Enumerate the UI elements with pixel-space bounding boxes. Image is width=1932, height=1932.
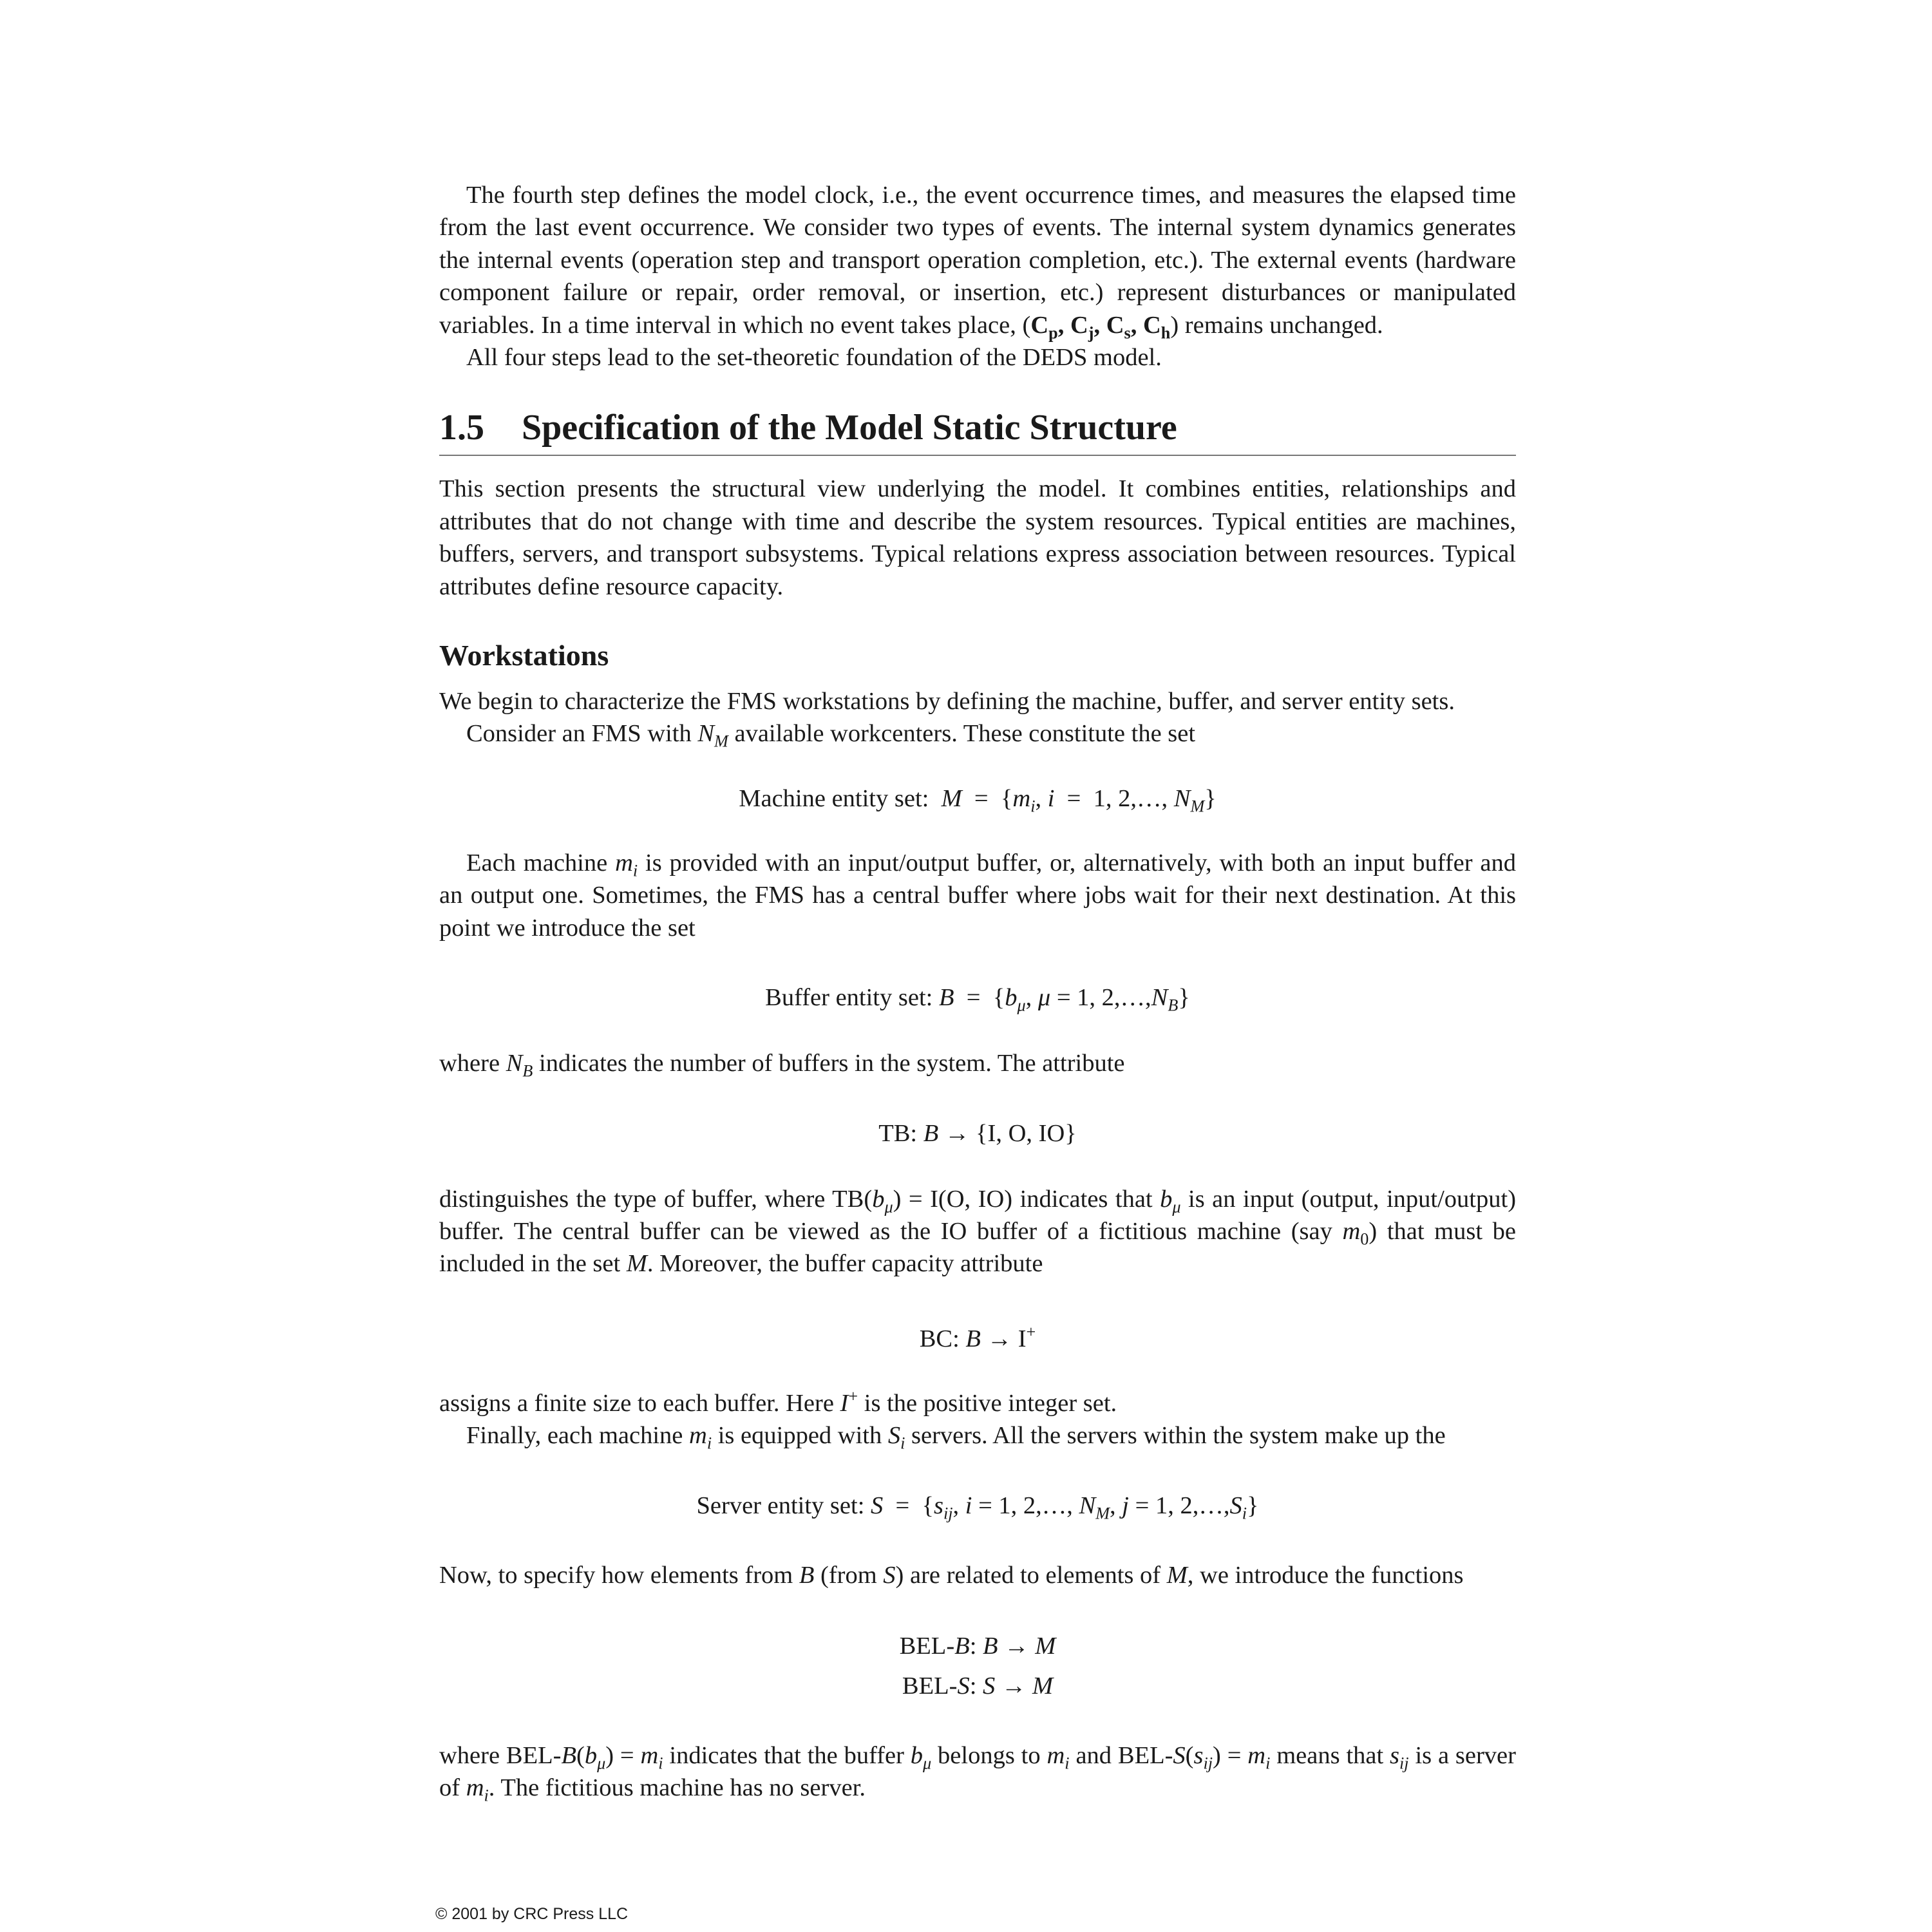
workstations-paragraph-5: distinguishes the type of buffer, where $TB(b_\mu) = I(O$, IO) indicates that $b_\mu$ is an input (output, input/output) buffer. The central buffer can be viewed as the IO buffer of a fictitious machine (say $m_0$) that must be included in the set M. Moreover, the buffer capacity attribute xyxy=(439,1185,1517,1278)
buffer-capacity-equation: BC: B → I+ xyxy=(919,1322,1036,1352)
subsection-heading: Workstations xyxy=(439,639,609,672)
section-intro-paragraph: This section presents the structural view underlying the model. It combines entities, relationships and attributes that do not change with time and describe the system resources. Typical entities are machines, buffers, servers, and transport subsystems. Typical relations express association between resources. Typical attributes define resource capacity. xyxy=(439,475,1516,600)
buffer-type-equation: TB: B → {I, O, IO} xyxy=(878,1119,1077,1147)
bel-s-equation: BEL-S: S → M xyxy=(902,1672,1054,1700)
page-content xyxy=(439,179,1516,1804)
buffer-set-equation: Buffer entity set: $B = \{b_\mu$, μ = 1, $2,\dots,N_B$} xyxy=(765,984,1190,1015)
server-set-equation: Server entity set: $S = \{s_{ij}$, i = 1, 2,…, $N_M$, j = 1, $2,\dots,S_i$} xyxy=(696,1492,1259,1522)
section-title: Specification of the Model Static Structure xyxy=(522,408,1177,448)
machine-set-equation: Machine entity set: $M = \{m_i$, i = 1, 2,…, $N_M$} xyxy=(739,784,1217,816)
workstations-paragraph-1: We begin to characterize the FMS workstations by defining the machine, buffer, and server entity sets. xyxy=(439,688,1455,715)
workstations-paragraph-3: Each machine $m_i$ is provided with an input/output buffer, or, alternatively, with both an input buffer and an output one. Sometimes, the FMS has a central buffer where jobs wait for their next destination. At this point we introduce the set xyxy=(439,849,1517,942)
workstations-paragraph-2: Consider an FMS with $N_M$ available workcenters. These constitute the set xyxy=(466,720,1196,751)
copyright-footer: © 2001 by CRC Press LLC xyxy=(435,1905,629,1923)
workstations-paragraph-4: where $N_B$ indicates the number of buffers in the system. The attribute xyxy=(439,1050,1125,1081)
bel-b-equation: BEL-B: B → M xyxy=(899,1632,1056,1660)
intro-paragraph-2: All four steps lead to the set-theoretic foundation of the DEDS model. xyxy=(466,344,1162,372)
workstations-paragraph-8: Now, to specify how elements from B (from S) are related to elements of M, we introduce the functions xyxy=(439,1561,1464,1589)
workstations-paragraph-9: where BEL-$B(b_\mu) = m_i$ indicates that the buffer $b_\mu$ belongs to $m_i$ and BEL-$S(s_{ij}) = m_i$ means that $s_{ij}$ is a server of $m_i$. The fictitious machine has no server. xyxy=(439,1741,1516,1805)
workstations-paragraph-6: assigns a finite size to each buffer. Here I+ is the positive integer set. xyxy=(439,1387,1117,1417)
section-number: 1.5 xyxy=(439,408,484,448)
section-heading xyxy=(439,407,1516,456)
workstations-paragraph-7: Finally, each machine $m_i$ is equipped with $S_i$ servers. All the servers within the system make up the xyxy=(466,1422,1446,1453)
intro-paragraph-1: The fourth step defines the model clock, i.e., the event occurrence times, and measures the elapsed time from the last event occurrence. We consider two types of events. The internal system dynamics generates the internal events (operation step and transport operation completion, etc.). The external events (hardware component failure or repair, order removal, or insertion, etc.) represent disturbances or manipulated variables. In a time interval in which no event takes place, ($C_p$, $C_j$, $C_s$, $C_h$) remains unchanged. xyxy=(439,182,1516,342)
